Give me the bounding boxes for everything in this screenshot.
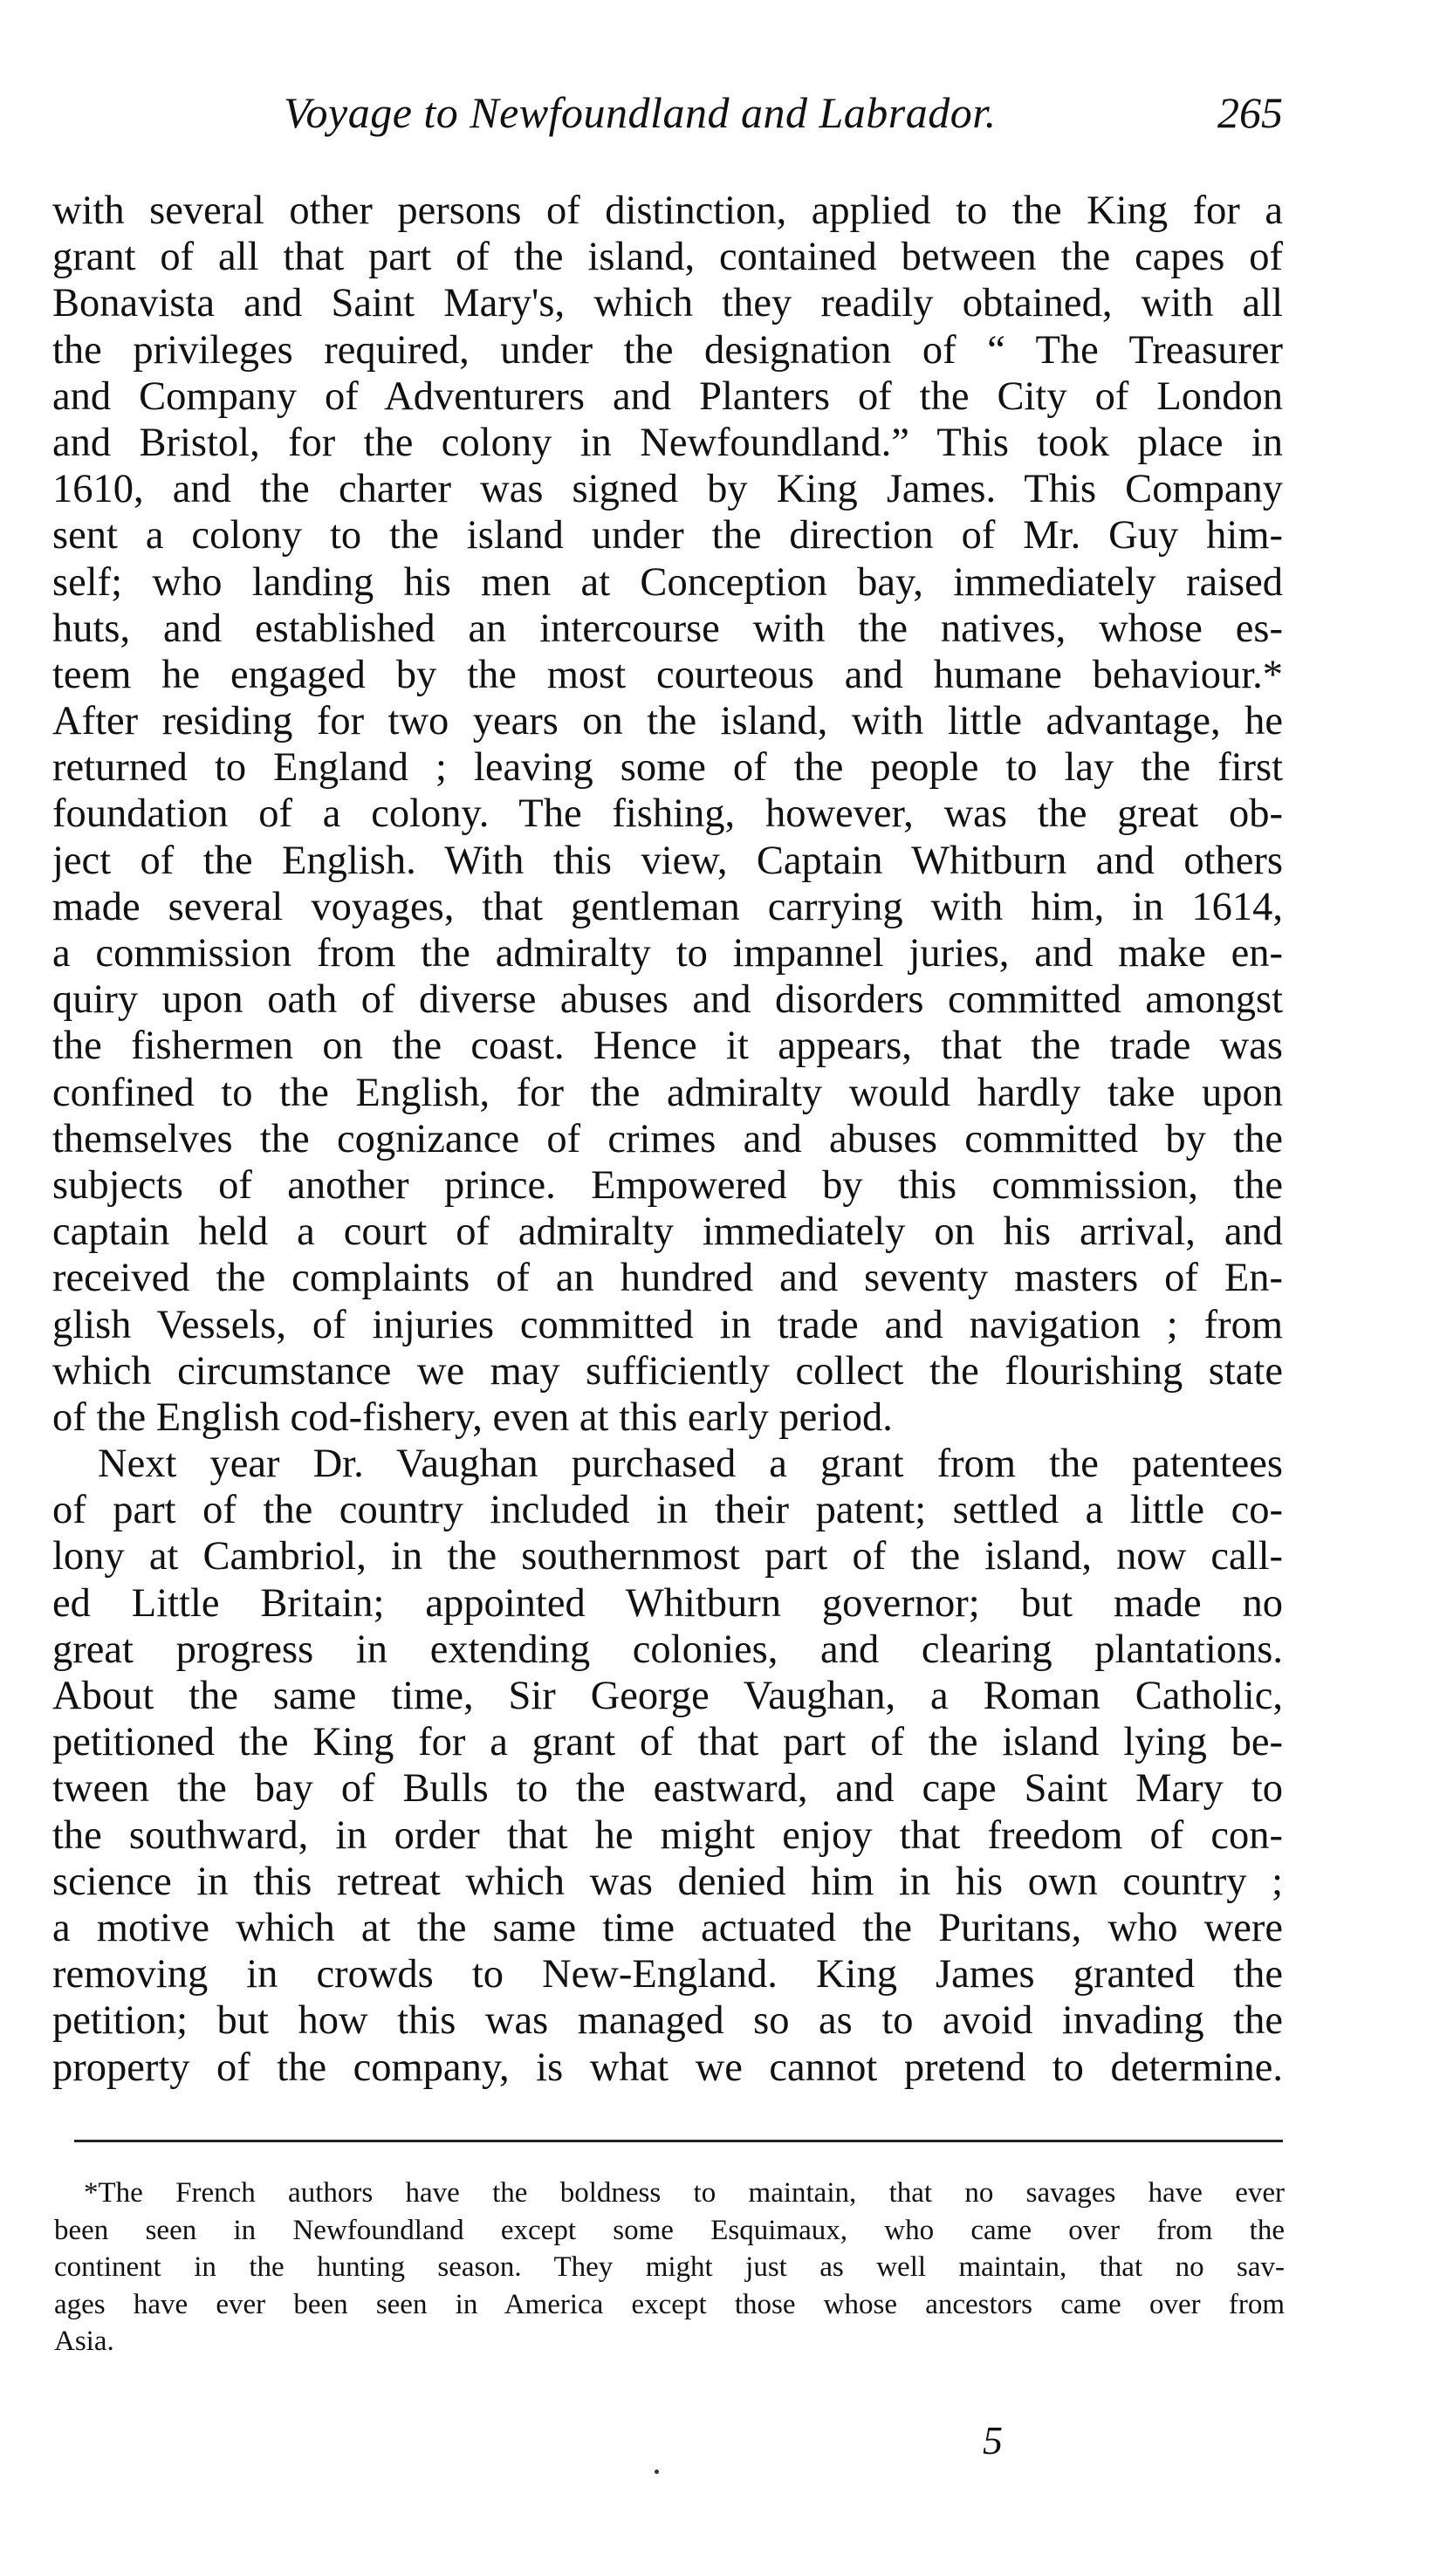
text-line: confined to the English, for the admiralty would hardly take upon xyxy=(52,1070,1283,1115)
text-line: of part of the country included in their patent; settled a little co- xyxy=(52,1488,1283,1533)
footnote-line: Asia. xyxy=(54,2326,114,2357)
paragraph-start-line: Next year Dr. Vaughan purchased a grant from the patentees xyxy=(98,1442,1283,1487)
page-number: 265 xyxy=(1217,88,1283,137)
footnote-line: ages have ever been seen in America except those whose ancestors came over from xyxy=(54,2288,1285,2320)
text-line: received the complaints of an hundred and seventy masters of En- xyxy=(52,1256,1283,1301)
text-line: which circumstance we may sufficiently collect the flourishing state xyxy=(52,1348,1283,1394)
paragraph-end-line: of the English cod-fishery, even at this early period. xyxy=(52,1394,893,1440)
footnote-divider xyxy=(74,2140,1283,2142)
text-line: 1610, and the charter was signed by King James. This Company xyxy=(52,467,1283,512)
footnote xyxy=(54,2175,1285,2360)
footnote-line: continent in the hunting season. They might just as well maintain, that no sav- xyxy=(54,2251,1285,2283)
text-line: removing in crowds to New-England. King James granted the xyxy=(52,1952,1283,1997)
text-line: property of the company, is what we cannot pretend to determine. xyxy=(52,2045,1283,2090)
text-line: returned to England ; leaving some of the people to lay the first xyxy=(52,745,1283,791)
text-line: with several other persons of distinction, applied to the King for a xyxy=(52,188,1283,233)
text-line: self; who landing his men at Conception bay, immediately raised xyxy=(52,559,1283,605)
text-line: After residing for two years on the island, with little advantage, he xyxy=(52,699,1283,744)
text-line: themselves the cognizance of crimes and abuses committed by the xyxy=(52,1116,1283,1161)
footnote-line: been seen in Newfoundland except some Esquimaux, who came over from the xyxy=(54,2214,1285,2246)
text-line: grant of all that part of the island, contained between the capes of xyxy=(52,235,1283,280)
text-line: foundation of a colony. The fishing, however, was the great ob- xyxy=(52,791,1283,837)
text-line: the privileges required, under the designation of “ The Treasurer xyxy=(52,327,1283,373)
text-line: petitioned the King for a grant of that part of the island lying be- xyxy=(52,1720,1283,1765)
text-line: teem he engaged by the most courteous and humane behaviour.* xyxy=(52,652,1283,697)
text-line: lony at Cambriol, in the southernmost part of the island, now call- xyxy=(52,1534,1283,1579)
text-line: About the same time, Sir George Vaughan, a Roman Catholic, xyxy=(52,1674,1283,1718)
text-line: sent a colony to the island under the direction of Mr. Guy him- xyxy=(52,513,1283,558)
footnote-line: *The French authors have the boldness to maintain, that no savages have ever xyxy=(84,2177,1285,2209)
body-text xyxy=(52,188,1283,2091)
text-line: quiry upon oath of diverse abuses and disorders committed amongst xyxy=(52,977,1283,1023)
signature-mark: 5 xyxy=(983,2418,1003,2463)
text-line: made several voyages, that gentleman carrying with him, in 1614, xyxy=(52,884,1283,929)
text-line: a commission from the admiralty to impannel juries, and make en- xyxy=(52,931,1283,976)
text-line: huts, and established an intercourse with the natives, whose es- xyxy=(52,606,1283,651)
text-line: science in this retreat which was denied him in his own country ; xyxy=(52,1859,1283,1904)
text-line: a motive which at the same time actuated the Puritans, who were xyxy=(52,1905,1283,1950)
text-line: and Company of Adventurers and Planters of the City of London xyxy=(52,373,1283,419)
text-line: subjects of another prince. Empowered by this commission, the xyxy=(52,1162,1283,1208)
ink-speck xyxy=(655,2470,659,2474)
text-line: ed Little Britain; appointed Whitburn governor; but made no xyxy=(52,1580,1283,1626)
text-line: the fishermen on the coast. Hence it appears, that the trade was xyxy=(52,1024,1283,1069)
text-line: tween the bay of Bulls to the eastward, and cape Saint Mary to xyxy=(52,1766,1283,1812)
text-line: glish Vessels, of injuries committed in trade and navigation ; from xyxy=(52,1302,1283,1347)
text-line: captain held a court of admiralty immediately on his arrival, and xyxy=(52,1209,1283,1255)
text-line: the southward, in order that he might enjoy that freedom of con- xyxy=(52,1812,1283,1858)
running-title: Voyage to Newfoundland and Labrador. xyxy=(284,88,997,137)
text-line: great progress in extending colonies, and clearing plantations. xyxy=(52,1627,1283,1672)
text-line: Bonavista and Saint Mary's, which they readily obtained, with all xyxy=(52,281,1283,326)
text-line: and Bristol, for the colony in Newfoundland.” This took place in xyxy=(52,420,1283,465)
page-header xyxy=(236,87,1283,157)
text-line: ject of the English. With this view, Captain Whitburn and others xyxy=(52,838,1283,883)
text-line: petition; but how this was managed so as to avoid invading the xyxy=(52,1998,1283,2044)
